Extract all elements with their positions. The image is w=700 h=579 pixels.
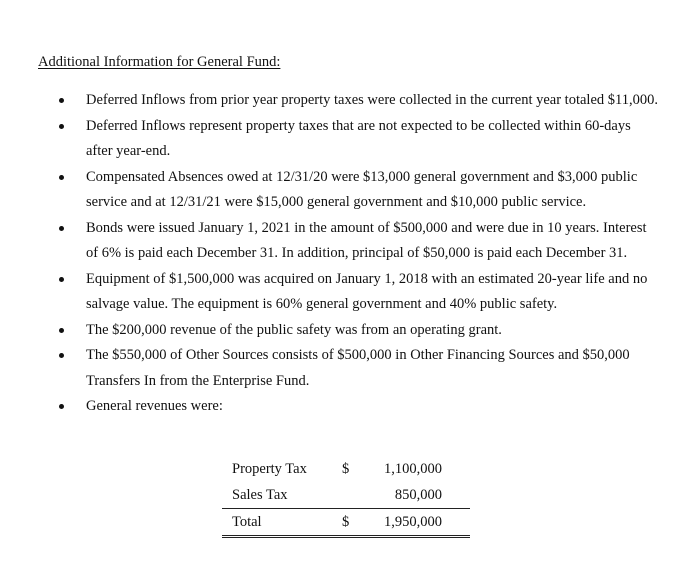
bullet-text: Compensated Absences owed at 12/31/20 were $13,000 general government and $3,000 public service and at 12/31/21 were $15,000 general government and $10,000 public service. <box>86 168 638 210</box>
bullet-dot-icon <box>59 124 64 129</box>
total-row <box>222 509 470 537</box>
bullet-dot-icon <box>59 98 64 103</box>
bullet-dot-icon <box>59 226 64 231</box>
bullet-item <box>0 267 700 318</box>
bullet-text: Bonds were issued January 1, 2021 in the amount of $500,000 and were due in 10 years. Interest of 6% is paid each December 31. In addition, principal of $50,000 is paid each December 31. <box>86 219 647 261</box>
bullet-dot-icon <box>59 353 64 358</box>
bullet-text: The $200,000 revenue of the public safety was from an operating grant. <box>86 321 502 338</box>
bullet-dot-icon <box>59 328 64 333</box>
bullet-text: Deferred Inflows from prior year property taxes were collected in the current year totaled $11,000. <box>86 92 658 108</box>
bullet-item <box>0 216 700 267</box>
bullet-dot-icon <box>59 277 64 282</box>
revenue-label: Sales Tax <box>222 482 342 509</box>
bullet-text: General revenues were: <box>86 398 223 414</box>
bullet-dot-icon <box>59 175 64 180</box>
bullet-dot-icon <box>59 404 64 409</box>
section-heading: Additional Information for General Fund: <box>38 54 281 70</box>
bullet-item <box>0 343 700 394</box>
currency-symbol <box>342 482 358 509</box>
bullet-item <box>0 88 700 114</box>
table-row <box>222 456 470 482</box>
bullet-item <box>0 394 700 420</box>
general-revenues-table <box>222 456 470 538</box>
bullet-text: Deferred Inflows represent property taxes that are not expected to be collected within 60-days after year-end. <box>86 117 631 159</box>
total-label: Total <box>222 509 342 537</box>
currency-symbol: $ <box>342 460 350 477</box>
bullet-item <box>0 318 700 344</box>
bullet-text: Equipment of $1,500,000 was acquired on January 1, 2018 with an estimated 20-year life and no salvage value. The equipment is 60% general government and 40% public safety. <box>86 270 648 312</box>
bullet-item <box>0 165 700 216</box>
table-row <box>222 482 470 509</box>
info-bullet-list <box>0 88 700 420</box>
revenue-label: Property Tax <box>232 460 307 477</box>
revenue-amount: 850,000 <box>358 482 470 509</box>
bullet-text: The $550,000 of Other Sources consists of $500,000 in Other Financing Sources and $50,000 Transfers In from the Enterprise Fund. <box>86 347 630 389</box>
currency-symbol: $ <box>342 509 358 537</box>
bullet-item <box>0 114 700 165</box>
total-amount: 1,950,000 <box>358 509 470 537</box>
revenue-amount: 1,100,000 <box>384 460 442 477</box>
